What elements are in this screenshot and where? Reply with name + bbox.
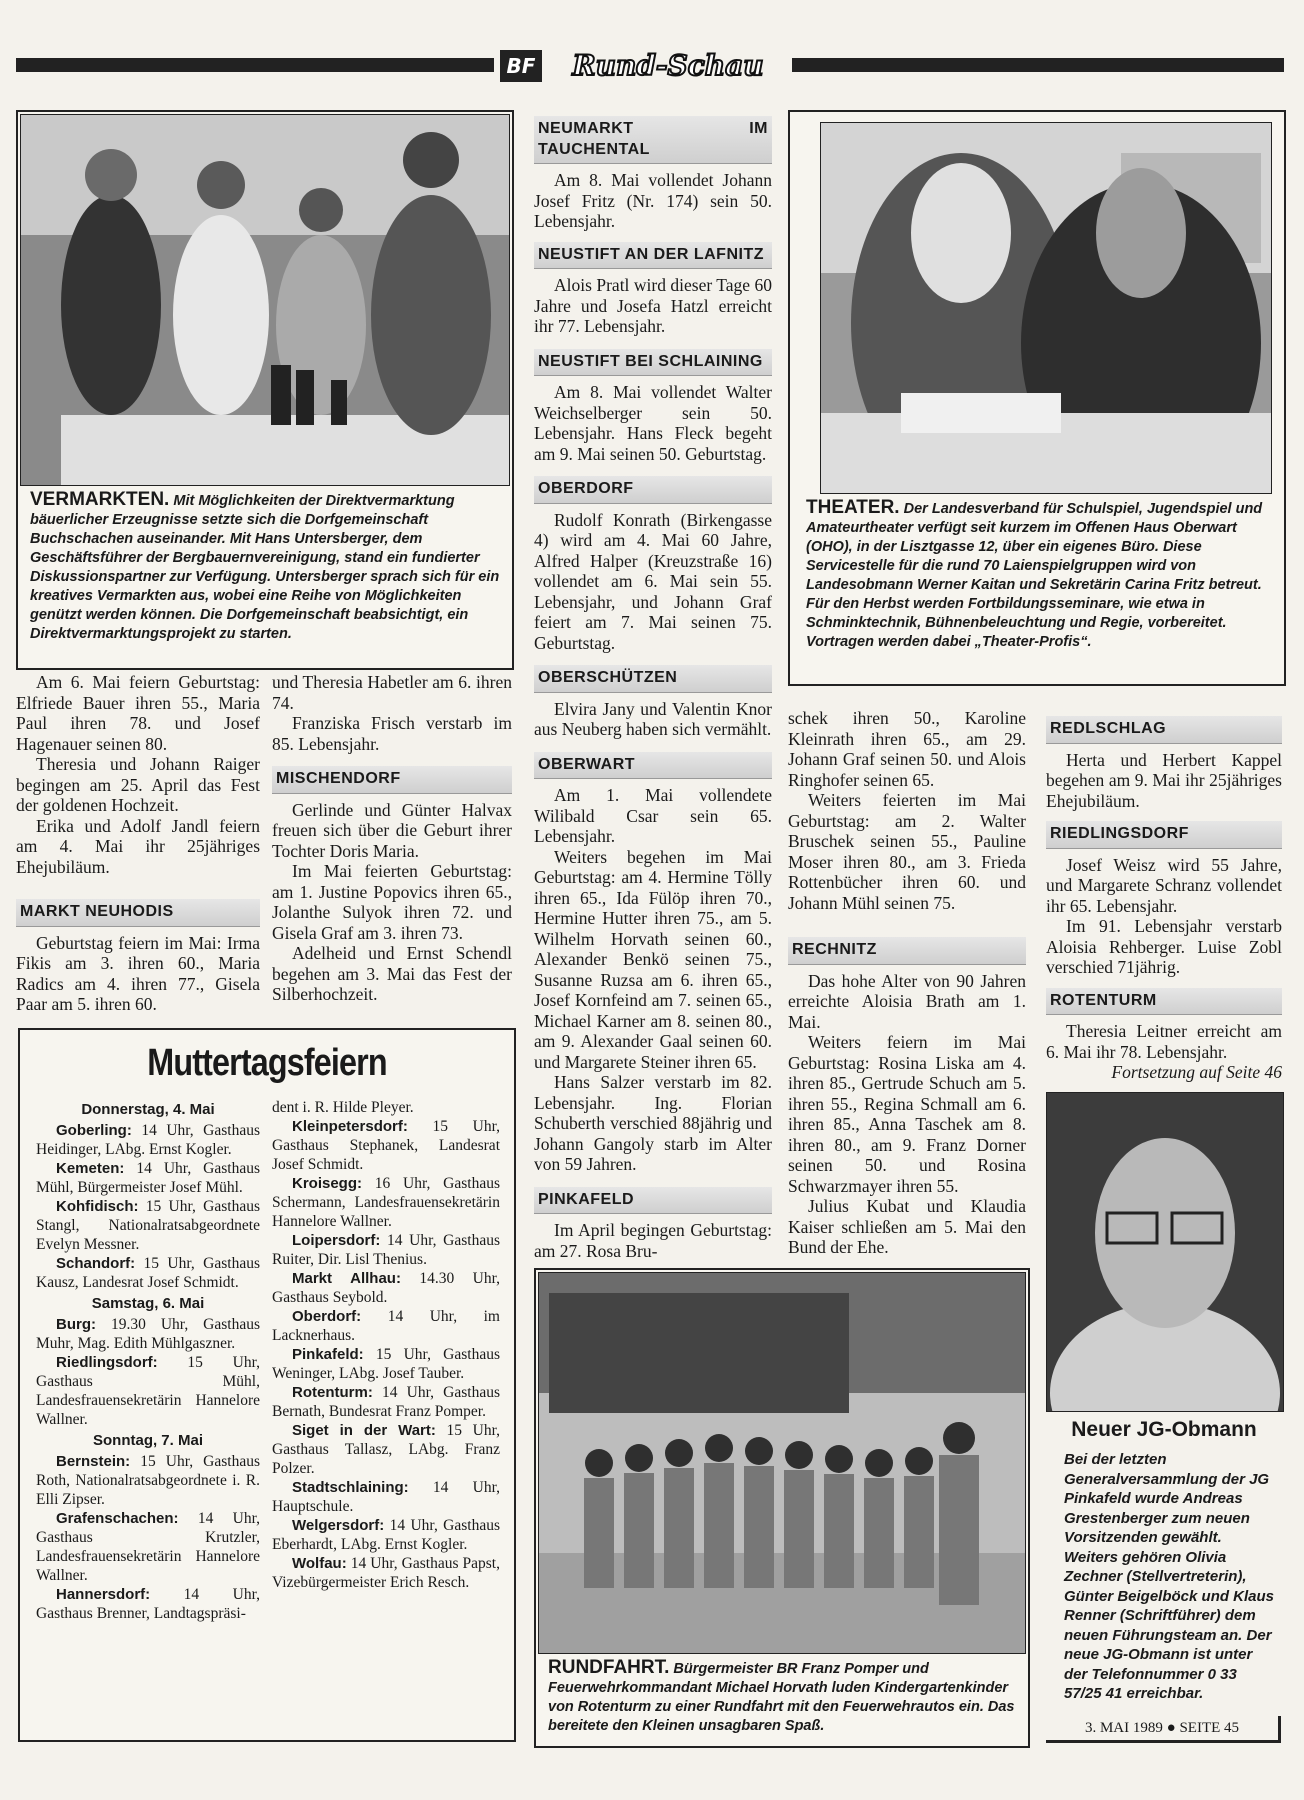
heading-redlschlag: REDLSCHLAG (1046, 716, 1282, 744)
footer-dateline (1046, 1716, 1281, 1743)
column-3 (534, 116, 772, 1261)
event-entry: Siget in der Wart: 15 Uhr, Gasthaus Tallasz, LAbg. Franz Polzer. (272, 1422, 500, 1477)
col1-paragraph: Geburtstag feiern im Mai: Irma Fikis am 3. ihren 60., Maria Radics am 4. ihren 77., Gisela Paar am 5. ihren 60. (16, 932, 260, 1014)
footer-page: SEITE 45 (1179, 1720, 1240, 1736)
vermarkten-box (16, 110, 514, 670)
event-entry: Kroisegg: 16 Uhr, Gasthaus Schermann, Landesfrauensekretärin Hannelore Wallner. (272, 1175, 500, 1230)
col1-paragraph: Theresia und Johann Raiger begingen am 25. April das Fest der goldenen Hochzeit. (16, 754, 260, 815)
col2-paragraph: Gerlinde und Günter Halvax freuen sich über die Geburt ihrer Tochter Doris Maria. (272, 799, 512, 861)
heading-oberwart: OBERWART (534, 752, 772, 780)
column-5 (1046, 716, 1282, 1083)
vermarkten-caption-lead: VERMARKTEN. (30, 489, 170, 510)
event-entry: Welgersdorf: 14 Uhr, Gasthaus Eberhardt, LAbg. Ernst Kogler. (272, 1517, 500, 1553)
footer-bullet: ● (1166, 1720, 1176, 1736)
event-entry: Loipersdorf: 14 Uhr, Gasthaus Ruiter, Dir. Lisl Thenius. (272, 1232, 500, 1268)
col3-paragraph: Alois Pratl wird dieser Tage 60 Jahre und Josefa Hatzl erreicht ihr 77. Lebensjahr. (534, 275, 772, 336)
col2-paragraph: Im Mai feierten Geburtstag: am 1. Justine Popovics ihren 65., Jolanthe Sulyok ihren 72. und Gisela Graf am 3. ihren 73. (272, 861, 512, 943)
vermarkten-photo (20, 114, 510, 486)
col2-paragraph: Franziska Frisch verstarb im 85. Lebensjahr. (272, 713, 512, 754)
column-2 (272, 672, 512, 1005)
day-heading: Samstag, 6. Mai (91, 1295, 205, 1312)
theater-caption (806, 498, 1270, 652)
event-entry: Bernstein: 15 Uhr, Gasthaus Roth, Nationalratsabgeordnete i. R. Elli Zipser. (36, 1453, 260, 1508)
continuation-note: Fortsetzung auf Seite 46 (1111, 1062, 1282, 1082)
event-entry: Stadtschlaining: 14 Uhr, Hauptschule. (272, 1479, 500, 1515)
col3-paragraph: Am 8. Mai vollendet Walter Weichselberger sein 50. Lebensjahr. Hans Fleck begeht am 9. Mai seinen 50. Geburtstag. (534, 382, 772, 464)
event-entry: Kleinpetersdorf: 15 Uhr, Gasthaus Stephanek, Landesrat Josef Schmidt. (272, 1118, 500, 1173)
col3-paragraph: Elvira Jany und Valentin Knor aus Neuberg haben sich vermählt. (534, 698, 772, 739)
col3-paragraph: Am 8. Mai vollendet Johann Josef Fritz (Nr. 174) sein 50. Lebensjahr. (534, 170, 772, 231)
col4-paragraph: Weiters feierten im Mai Geburtstag: am 2. Walter Bruschek seinen 55., Pauline Moser ihren 80., am 3. Frieda Rottenbücher ihren 60. und Johann Mühl seinen 75. (788, 790, 1026, 913)
event-entry: Riedlingsdorf: 15 Uhr, Gasthaus Mühl, Landesfrauensekretärin Hannelore Wallner. (36, 1354, 260, 1428)
col2-paragraph: und Theresia Habetler am 6. ihren 74. (272, 672, 512, 713)
theater-photo (820, 122, 1272, 494)
event-entry: dent i. R. Hilde Pleyer. (272, 1099, 414, 1116)
col3-paragraph: Im April begingen Geburtstag: am 27. Rosa Bru- (534, 1220, 772, 1261)
theater-photo-image (821, 123, 1271, 493)
event-entry: Goberling: 14 Uhr, Gasthaus Heidinger, LAbg. Ernst Kogler. (36, 1122, 260, 1158)
col2-paragraph: Adelheid und Ernst Schendl begehen am 3. Mai das Fest der Silberhochzeit. (272, 943, 512, 1004)
muttertag-left-column (36, 1098, 260, 1623)
col1-paragraph: Am 6. Mai feiern Geburtstag: Elfriede Bauer ihren 55., Maria Paul ihren 78. und Josef Hagenauer seinen 80. (16, 672, 260, 754)
column-4 (788, 708, 1026, 1258)
jg-title: Neuer JG-Obmann (1071, 1418, 1257, 1441)
header-logo: BF (500, 50, 542, 82)
vermarkten-photo-image (21, 115, 509, 485)
rundfahrt-caption (548, 1658, 1016, 1736)
rundfahrt-photo (538, 1272, 1026, 1654)
heading-riedlingsdorf: RIEDLINGSDORF (1046, 821, 1282, 849)
event-entry: Grafenschachen: 14 Uhr, Gasthaus Krutzler, Landesfrauensekretärin Hannelore Wallner. (36, 1510, 260, 1584)
rundfahrt-caption-text: Bürgermeister BR Franz Pomper und Feuerwehrkommandant Michael Horvath luden Kindergartenkinder von Rotenturm zu einer Rundfahrt mit den Feuerwehrautos ein. Das bereitete den Kleinen unsagbaren Spaß. (548, 1661, 1015, 1734)
col5-paragraph: Theresia Leitner erreicht am 6. Mai ihr 78. Lebensjahr. (1046, 1021, 1282, 1062)
heading-neustift-schlaining: NEUSTIFT BEI SCHLAINING (534, 349, 772, 377)
vermarkten-caption (30, 490, 500, 644)
day-heading: Sonntag, 7. Mai (92, 1432, 203, 1449)
col3-paragraph: Am 1. Mai vollendete Wilibald Csar sein 65. Lebensjahr. (534, 785, 772, 846)
event-entry: Kohfidisch: 15 Uhr, Gasthaus Stangl, Nationalratsabgeordnete Evelyn Messner. (36, 1198, 260, 1253)
event-entry: Kemeten: 14 Uhr, Gasthaus Mühl, Bürgermeister Josef Mühl. (36, 1160, 260, 1196)
vermarkten-caption-text: Mit Möglichkeiten der Direktvermarktung bäuerlicher Erzeugnisse setzte sich die Dorfgemeinschaft Buchschachen auseinander. Mit Hans Untersberger, dem Geschäftsführer der Bergbauernvereinigung, stand ein fundierter Diskussionspartner zur Verfügung. Untersberger sprach sich für ein kreatives Vermarkten aus, wobei eine Reihe von Möglichkeiten genützt werden können. Die Dorfgemeinschaft beabsichtigt, ein Direktvermarktungsprojekt zu starten. (30, 493, 500, 642)
column-1 (16, 672, 260, 1015)
day-heading: Donnerstag, 4. Mai (81, 1101, 215, 1118)
heading-rotenturm: ROTENTURM (1046, 988, 1282, 1016)
col4-paragraph: Weiters feiern im Mai Geburtstag: Rosina Liska am 4. ihren 85., Gertrude Schuch am 5. ihren 55., Regina Schmall am 6. ihren 85., Anna Taschek am 8. ihren 80., am 9. Franz Dorner seinen 50. und Rosina Schwarzmayer ihren 55. (788, 1032, 1026, 1196)
jg-portrait (1046, 1092, 1284, 1412)
section-title: Rund-Schau (572, 49, 764, 82)
header-rule-right (792, 58, 1284, 72)
footer-date: 3. MAI 1989 (1084, 1720, 1163, 1736)
jg-text: Bei der letzten Generalversammlung der JG Pinkafeld wurde Andreas Grestenberger zum neuen Vorsitzenden gewählt. Weiters gehören Olivia Zechner (Stellvertreterin), Günter Beigelböck und Klaus Renner (Schriftführer) dem neuen Führungsteam an. Der neue JG-Obmann ist unter der Telefonnummer 0 33 57/25 41 erreichbar. (1064, 1451, 1275, 1702)
heading-oberdorf: OBERDORF (534, 476, 772, 504)
event-entry: Wolfau: 14 Uhr, Gasthaus Papst, Vizebürgermeister Erich Resch. (272, 1555, 500, 1591)
col3-paragraph: Weiters begehen im Mai Geburtstag: am 4. Hermine Tölly ihren 65., Ida Fülöp ihren 70., Hermine Hutter ihren 75., am 5. Wilhelm Horvath seinen 60., Alexander Benkö seinen 75., Susanne Ruzsa am 6. ihren 65., Josef Kornfeind am 7. seinen 65., Michael Karner am 8. seinen 80., am 9. Alexander Gaal seinen 60. und Margarete Steiner ihren 65. (534, 846, 772, 1072)
col5-paragraph: Josef Weisz wird 55 Jahre, und Margarete Schranz vollendet ihr 65. Lebensjahr. (1046, 854, 1282, 916)
muttertag-right-column (272, 1098, 500, 1592)
theater-box (788, 110, 1286, 686)
heading-rechnitz: RECHNITZ (788, 937, 1026, 965)
col4-paragraph: schek ihren 50., Karoline Kleinrath ihren 65., am 29. Johann Graf seinen 50. und Alois Ringhofer seinen 65. (788, 708, 1026, 790)
header-rule-left (16, 58, 494, 72)
col5-paragraph: Im 91. Lebensjahr verstarb Aloisia Rehberger. Luise Zobl verschied 71jährig. (1046, 916, 1282, 977)
theater-caption-text: Der Landesverband für Schulspiel, Jugendspiel und Amateurtheater verfügt seit kurzem im Offenen Haus Oberwart (OHO), in der Lisztgasse 12, über ein eigenes Büro. Diese Servicestelle für die rund 70 Laienspielgruppen wird von Landesobmann Werner Kaitan und Sekretärin Carina Fritz betreut. Für den Herbst werden Fortbildungsseminare, wie etwa in Schminktechnik, Bühnenbeleuchtung und Regie, vorbereitet. Vortragen werden dabei „Theater-Profis“. (806, 501, 1263, 650)
heading-neumarkt: NEUMARKT IM TAUCHENTAL (534, 116, 772, 164)
jg-portrait-image (1047, 1093, 1283, 1411)
rundfahrt-caption-lead: RUNDFAHRT. (548, 1657, 670, 1678)
theater-caption-lead: THEATER. (806, 497, 900, 518)
muttertag-title: Muttertagsfeiern (147, 1042, 387, 1084)
event-entry: Burg: 19.30 Uhr, Gasthaus Muhr, Mag. Edith Mühlgaszner. (36, 1316, 260, 1352)
heading-oberschuetzen: OBERSCHÜTZEN (534, 665, 772, 693)
col3-paragraph: Hans Salzer verstarb im 82. Lebensjahr. Ing. Florian Schuberth verschied 88jährig und Johann Gangoly starb im Alter von 59 Jahren. (534, 1072, 772, 1174)
heading-neustift-lafnitz: NEUSTIFT AN DER LAFNITZ (534, 242, 772, 270)
rundfahrt-box (534, 1268, 1030, 1748)
col1-paragraph: Erika und Adolf Jandl feiern am 4. Mai ihr 25jähriges Ehejubiläum. (16, 815, 260, 877)
event-entry: Schandorf: 15 Uhr, Gasthaus Kausz, Landesrat Josef Schmidt. (36, 1255, 260, 1291)
heading-mischendorf: MISCHENDORF (272, 766, 512, 794)
event-entry: Oberdorf: 14 Uhr, im Lacknerhaus. (272, 1308, 500, 1344)
col4-paragraph: Das hohe Alter von 90 Jahren erreichte Aloisia Brath am 1. Mai. (788, 970, 1026, 1032)
muttertag-box (18, 1028, 516, 1742)
event-entry: Hannersdorf: 14 Uhr, Gasthaus Brenner, Landtagspräsi- (36, 1586, 260, 1622)
event-entry: Pinkafeld: 15 Uhr, Gasthaus Weninger, LAbg. Josef Tauber. (272, 1346, 500, 1382)
col4-paragraph: Julius Kubat und Klaudia Kaiser schließen am 5. Mai den Bund der Ehe. (788, 1196, 1026, 1257)
rundfahrt-photo-image (539, 1273, 1025, 1653)
event-entry: Markt Allhau: 14.30 Uhr, Gasthaus Seybold. (272, 1270, 500, 1306)
heading-markt-neuhodis: MARKT NEUHODIS (16, 899, 260, 927)
event-entry: Rotenturm: 14 Uhr, Gasthaus Bernath, Bundesrat Franz Pomper. (272, 1384, 500, 1420)
col3-paragraph: Rudolf Konrath (Birkengasse 4) wird am 4. Mai 60 Jahre, Alfred Halper (Kreuzstraße 16) vollendet am 6. Mai sein 55. Lebensjahr, und Johann Graf feiert am 7. Mai seinen 75. Geburtstag. (534, 509, 772, 653)
col5-paragraph: Herta und Herbert Kappel begehen am 9. Mai ihr 25jähriges Ehejubiläum. (1046, 749, 1282, 811)
heading-pinkafeld: PINKAFELD (534, 1187, 772, 1215)
